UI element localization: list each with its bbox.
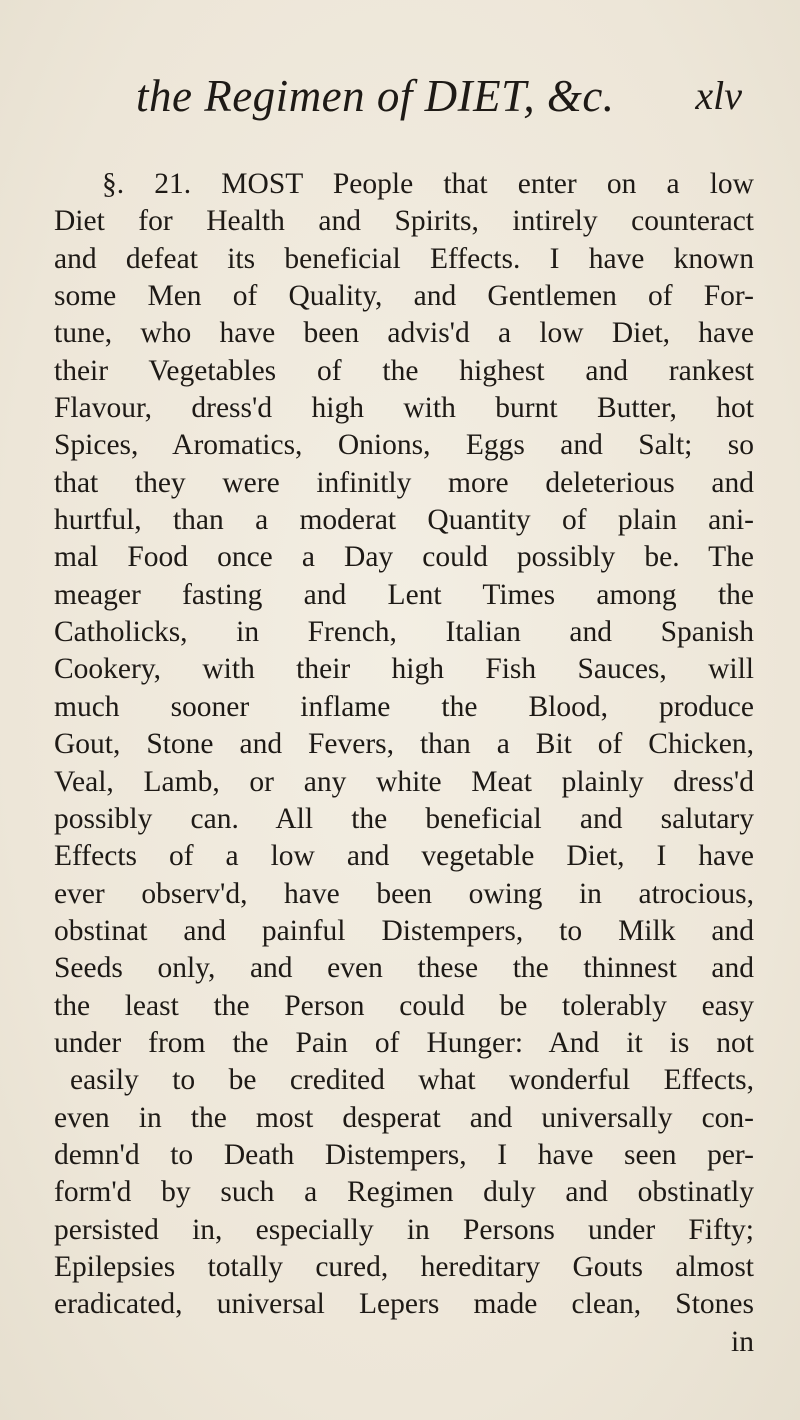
text-line: in xyxy=(731,1325,754,1358)
text-line: Flavour, dress'd high with burnt Butter, hot xyxy=(54,392,754,425)
text-line: Catholicks, in French, Italian and Spanish xyxy=(54,616,754,649)
text-line: tune, who have been advis'd a low Diet, have xyxy=(54,317,754,350)
text-line: under from the Pain of Hunger: And it is not xyxy=(54,1026,754,1059)
text-line: ever observ'd, have been owing in atrocious, xyxy=(54,877,754,910)
text-line: Seeds only, and even these the thinnest and xyxy=(54,952,754,985)
running-head xyxy=(0,70,800,130)
text-line: Veal, Lamb, or any white Meat plainly dress'd xyxy=(54,765,754,798)
text-line: and defeat its beneficial Effects. I have known xyxy=(54,242,754,275)
text-line: §. 21. MOST People that enter on a low xyxy=(102,168,754,200)
text-line: Spices, Aromatics, Onions, Eggs and Salt; so xyxy=(54,429,754,462)
text-line: Cookery, with their high Fish Sauces, will xyxy=(54,653,754,686)
text-line: persisted in, especially in Persons under Fifty; xyxy=(54,1213,754,1246)
text-line: even in the most desperat and universally con- xyxy=(54,1101,754,1134)
text-line: Epilepsies totally cured, hereditary Gouts almost xyxy=(54,1250,754,1283)
text-line: easily to be credited what wonderful Effects, xyxy=(70,1064,754,1097)
text-line: their Vegetables of the highest and rankest xyxy=(54,354,754,387)
text-line: obstinat and painful Distempers, to Milk and xyxy=(54,914,754,947)
body-text xyxy=(54,166,754,1361)
text-line: hurtful, than a moderat Quantity of plain ani- xyxy=(54,504,754,537)
text-line: Gout, Stone and Fevers, than a Bit of Chicken, xyxy=(54,728,754,761)
text-line: that they were infinitly more deleterious and xyxy=(54,466,754,499)
text-line: meager fasting and Lent Times among the xyxy=(54,578,754,611)
text-line: eradicated, universal Lepers made clean, Stones xyxy=(54,1288,754,1321)
text-line: demn'd to Death Distempers, I have seen per- xyxy=(54,1138,754,1171)
text-line: the least the Person could be tolerably easy xyxy=(54,989,754,1022)
page-number: xlv xyxy=(695,73,742,118)
text-line: possibly can. All the beneficial and salutary xyxy=(54,802,754,835)
text-line: mal Food once a Day could possibly be. The xyxy=(54,541,754,574)
text-line: much sooner inflame the Blood, produce xyxy=(54,690,754,723)
text-line: Diet for Health and Spirits, intirely counteract xyxy=(54,205,754,238)
text-line: Effects of a low and vegetable Diet, I have xyxy=(54,840,754,873)
text-line: some Men of Quality, and Gentlemen of For- xyxy=(54,280,754,313)
running-head-title: the Regimen of DIET, &c. xyxy=(136,71,615,121)
text-line: form'd by such a Regimen duly and obstinatly xyxy=(54,1176,754,1209)
